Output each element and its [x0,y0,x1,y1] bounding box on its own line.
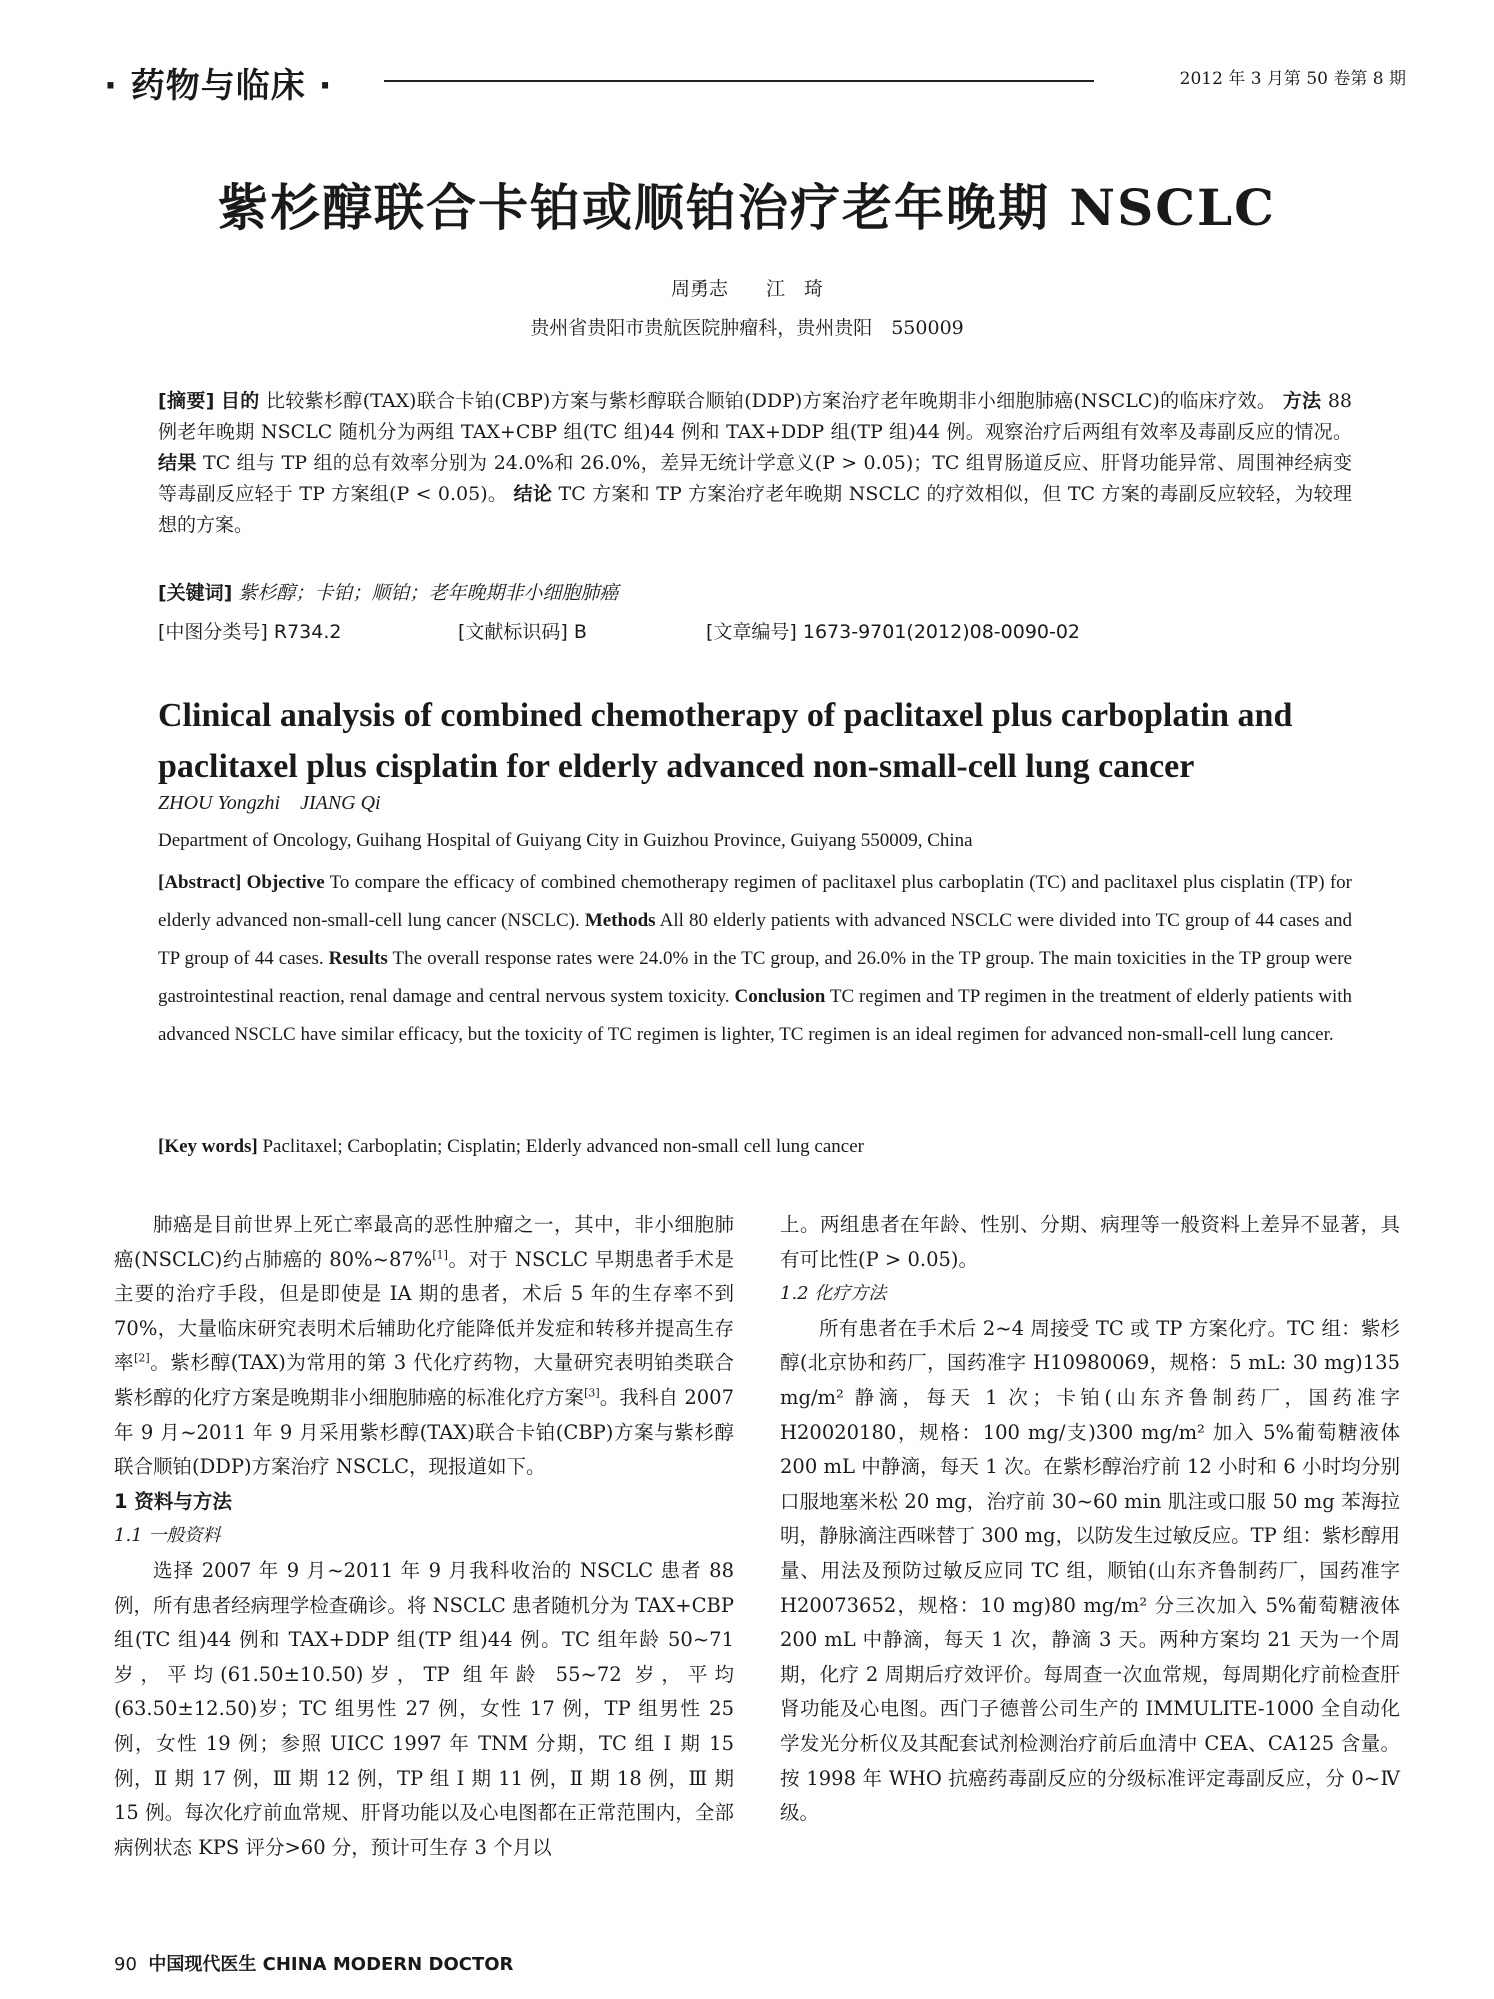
abstract-cn-objective: 比较紫杉醇(TAX)联合卡铂(CBP)方案与紫杉醇联合顺铂(DDP)方案治疗老年晚期非小细胞肺癌(NSCLC)的临床疗效。 [265,390,1277,412]
keywords-cn-value: 紫杉醇；卡铂；顺铂；老年晚期非小细胞肺癌 [238,582,619,604]
body-column-left [114,1208,734,1865]
abstract-en-conclusion: TC regimen and TP regimen in the treatment of elderly patients with advanced NSCLC have similar efficacy, but the toxicity of TC regimen is lighter, TC regimen is an ideal regimen for advanced non-small-cell lung cancer. [158,986,1352,1045]
document-code: [文献标识码] B [458,621,587,643]
intro-text-d: 。我科自 2007 年 9 月~2011 年 9 月采用紫杉醇(TAX)联合卡铂(CBP)方案与紫杉醇联合顺铂(DDP)方案治疗 NSCLC，现报道如下。 [114,1385,734,1479]
abstract-en-label: [Abstract] [158,872,242,893]
abstract-cn-objective-label: 目的 [220,390,260,412]
reference-1[interactable]: [1] [432,1248,448,1262]
intro-text-a: 肺癌是目前世界上死亡率最高的恶性肿瘤之一，其中，非小细胞肺癌(NSCLC)约占肺癌的 80%~87% [114,1213,734,1271]
page-footer [114,1950,513,1976]
abstract-cn-conclusion-label: 结论 [513,483,553,505]
abstract-en-objective: To compare the efficacy of combined chemotherapy regimen of paclitaxel plus carboplatin (TC) and paclitaxel plus cisplatin (TP) for elderly advanced non-small-cell lung cancer (NSCLC). [158,872,1352,931]
affiliation-en: Department of Oncology, Guihang Hospital of Guiyang City in Guizhou Province, Guiyang 550009, China [158,830,973,851]
keywords-en-label: [Key words] [158,1136,258,1157]
article-number: [文章编号] 1673-9701(2012)08-0090-02 [706,621,1081,643]
article-title-cn: 紫杉醇联合卡铂或顺铂治疗老年晚期 NSCLC [218,178,1276,237]
abstract-cn-results: TC 组与 TP 组的总有效率分别为 24.0%和 26.0%，差异无统计学意义(P > 0.05)；TC 组胃肠道反应、肝肾功能异常、周围神经病变等毒副反应轻于 TP 方案组(P < 0.05)。 [158,452,1352,505]
body-column-right [780,1208,1400,1831]
header-rule [384,80,1094,82]
article-title-en: Clinical analysis of combined chemotherapy of paclitaxel plus carboplatin and paclitaxel plus cisplatin for elderly advanced non-small-cell lung cancer [158,697,1293,785]
abstract-en-methods: All 80 elderly patients with advanced NSCLC were divided into TC group of 44 cases and TP group of 44 cases. [158,910,1353,969]
abstract-en-objective-label: Objective [246,872,325,893]
section-1-1-continuation: 上。两组患者在年龄、性别、分期、病理等一般资料上差异不显著，具有可比性(P > 0.05)。 [780,1213,1400,1271]
issue-info: 2012 年 3 月第 50 卷第 8 期 [1179,69,1406,89]
keywords-cn-label: [关键词] [158,582,233,604]
abstract-cn [158,386,1352,541]
intro-text-c: 。紫杉醇(TAX)为常用的第 3 代化疗药物，大量研究表明铂类联合紫杉醇的化疗方案是晚期非小细胞肺癌的标准化疗方案 [114,1351,734,1409]
keywords-en-value: Paclitaxel; Carboplatin; Cisplatin; Elderly advanced non-small cell lung cancer [262,1136,864,1157]
abstract-en-conclusion-label: Conclusion [734,986,826,1007]
abstract-cn-conclusion: TC 方案和 TP 方案治疗老年晚期 NSCLC 的疗效相似，但 TC 方案的毒副反应较轻，为较理想的方案。 [158,483,1353,536]
abstract-en [158,864,1352,1054]
abstract-cn-results-label: 结果 [158,452,197,474]
affiliation-cn: 贵州省贵阳市贵航医院肿瘤科，贵州贵阳 550009 [530,317,964,339]
authors-cn: 周勇志 江 琦 [670,278,823,300]
abstract-cn-label: [摘要] [158,390,215,412]
abstract-cn-methods: 88 例老年晚期 NSCLC 随机分为两组 TAX+CBP 组(TC 组)44 例和 TAX+DDP 组(TP 组)44 例。观察治疗后两组有效率及毒副反应的情况。 [158,390,1352,443]
intro-paragraph [114,1208,734,1485]
section-label: · 药物与临床 · [104,66,333,106]
keywords-cn [158,578,1352,609]
journal-name: 中国现代医生 CHINA MODERN DOCTOR [148,1954,514,1975]
section-heading-1-2: 1.2 化疗方法 [780,1283,887,1305]
keywords-en [158,1136,1352,1158]
reference-3[interactable]: [3] [584,1386,600,1400]
intro-text-b: 。对于 NSCLC 早期患者手术是主要的治疗手段，但是即使是 IA 期的患者，术后 5 年的生存率不到 70%，大量临床研究表明术后辅助化疗能降低并发症和转移并提高生存率 [114,1247,734,1375]
section-heading-1-1: 1.1 一般资料 [114,1525,221,1547]
section-heading-1: 1 资料与方法 [114,1489,232,1513]
abstract-en-results: The overall response rates were 24.0% in the TC group, and 26.0% in the TP group. The main toxicities in the TP group were gastrointestinal reaction, renal damage and central nervous system toxicity. [158,948,1352,1007]
clc-number: [中图分类号] R734.2 [158,621,342,643]
section-1-2-paragraph: 所有患者在手术后 2~4 周接受 TC 或 TP 方案化疗。TC 组：紫杉醇(北京协和药厂，国药准字 H10980069，规格：5 mL: 30 mg)135 mg/m² 静滴，每天 1 次；卡铂(山东齐鲁制药厂，国药准字 H20020180，规格：100 mg/支)300 mg/m² 加入 5%葡萄糖液体 200 mL 中静滴，每天 1 次。在紫杉醇治疗前 12 小时和 6 小时均分别口服地塞米松 20 mg，治疗前 30~60 min 肌注或口服 50 mg 苯海拉明，静脉滴注西咪替丁 300 mg，以防发生过敏反应。TP 组：紫杉醇用量、用法及预防过敏反应同 TC 组，顺铂(山东齐鲁制药厂，国药准字 H20073652，规格：10 mg)80 mg/m² 分三次加入 5%葡萄糖液体 200 mL 中静滴，每天 1 次，静滴 3 天。两种方案均 21 天为一个周期，化疗 2 周期后疗效评价。每周查一次血常规，每周期化疗前检查肝肾功能及心电图。西门子德普公司生产的 IMMULITE-1000 全自动化学发光分析仪及其配套试剂检测治疗前后血清中 CEA、CA125 含量。按 1998 年 WHO 抗癌药毒副反应的分级标准评定毒副反应，分 0~Ⅳ 级。 [780,1316,1400,1825]
authors-en: ZHOU Yongzhi JIANG Qi [158,792,381,814]
abstract-cn-methods-label: 方法 [1282,390,1322,412]
reference-2[interactable]: [2] [134,1351,150,1365]
abstract-en-results-label: Results [328,948,388,969]
section-1-1-paragraph: 选择 2007 年 9 月~2011 年 9 月我科收治的 NSCLC 患者 88 例，所有患者经病理学检查确诊。将 NSCLC 患者随机分为 TAX+CBP 组(TC 组)44 例和 TAX+DDP 组(TP 组)44 例。TC 组年龄 50~71 岁，平均(61.50±10.50)岁，TP 组年龄 55~72 岁，平均(63.50±12.50)岁；TC 组男性 27 例，女性 17 例，TP 组男性 25 例，女性 19 例；参照 UICC 1997 年 TNM 分期，TC 组 Ⅰ 期 15 例，Ⅱ 期 17 例，Ⅲ 期 12 例，TP 组 Ⅰ 期 11 例，Ⅱ 期 18 例，Ⅲ 期 15 例。每次化疗前血常规、肝肾功能以及心电图都在正常范围内，全部病例状态 KPS 评分>60 分，预计可生存 3 个月以 [114,1558,734,1859]
page-number: 90 [114,1954,137,1975]
abstract-en-methods-label: Methods [584,910,656,931]
